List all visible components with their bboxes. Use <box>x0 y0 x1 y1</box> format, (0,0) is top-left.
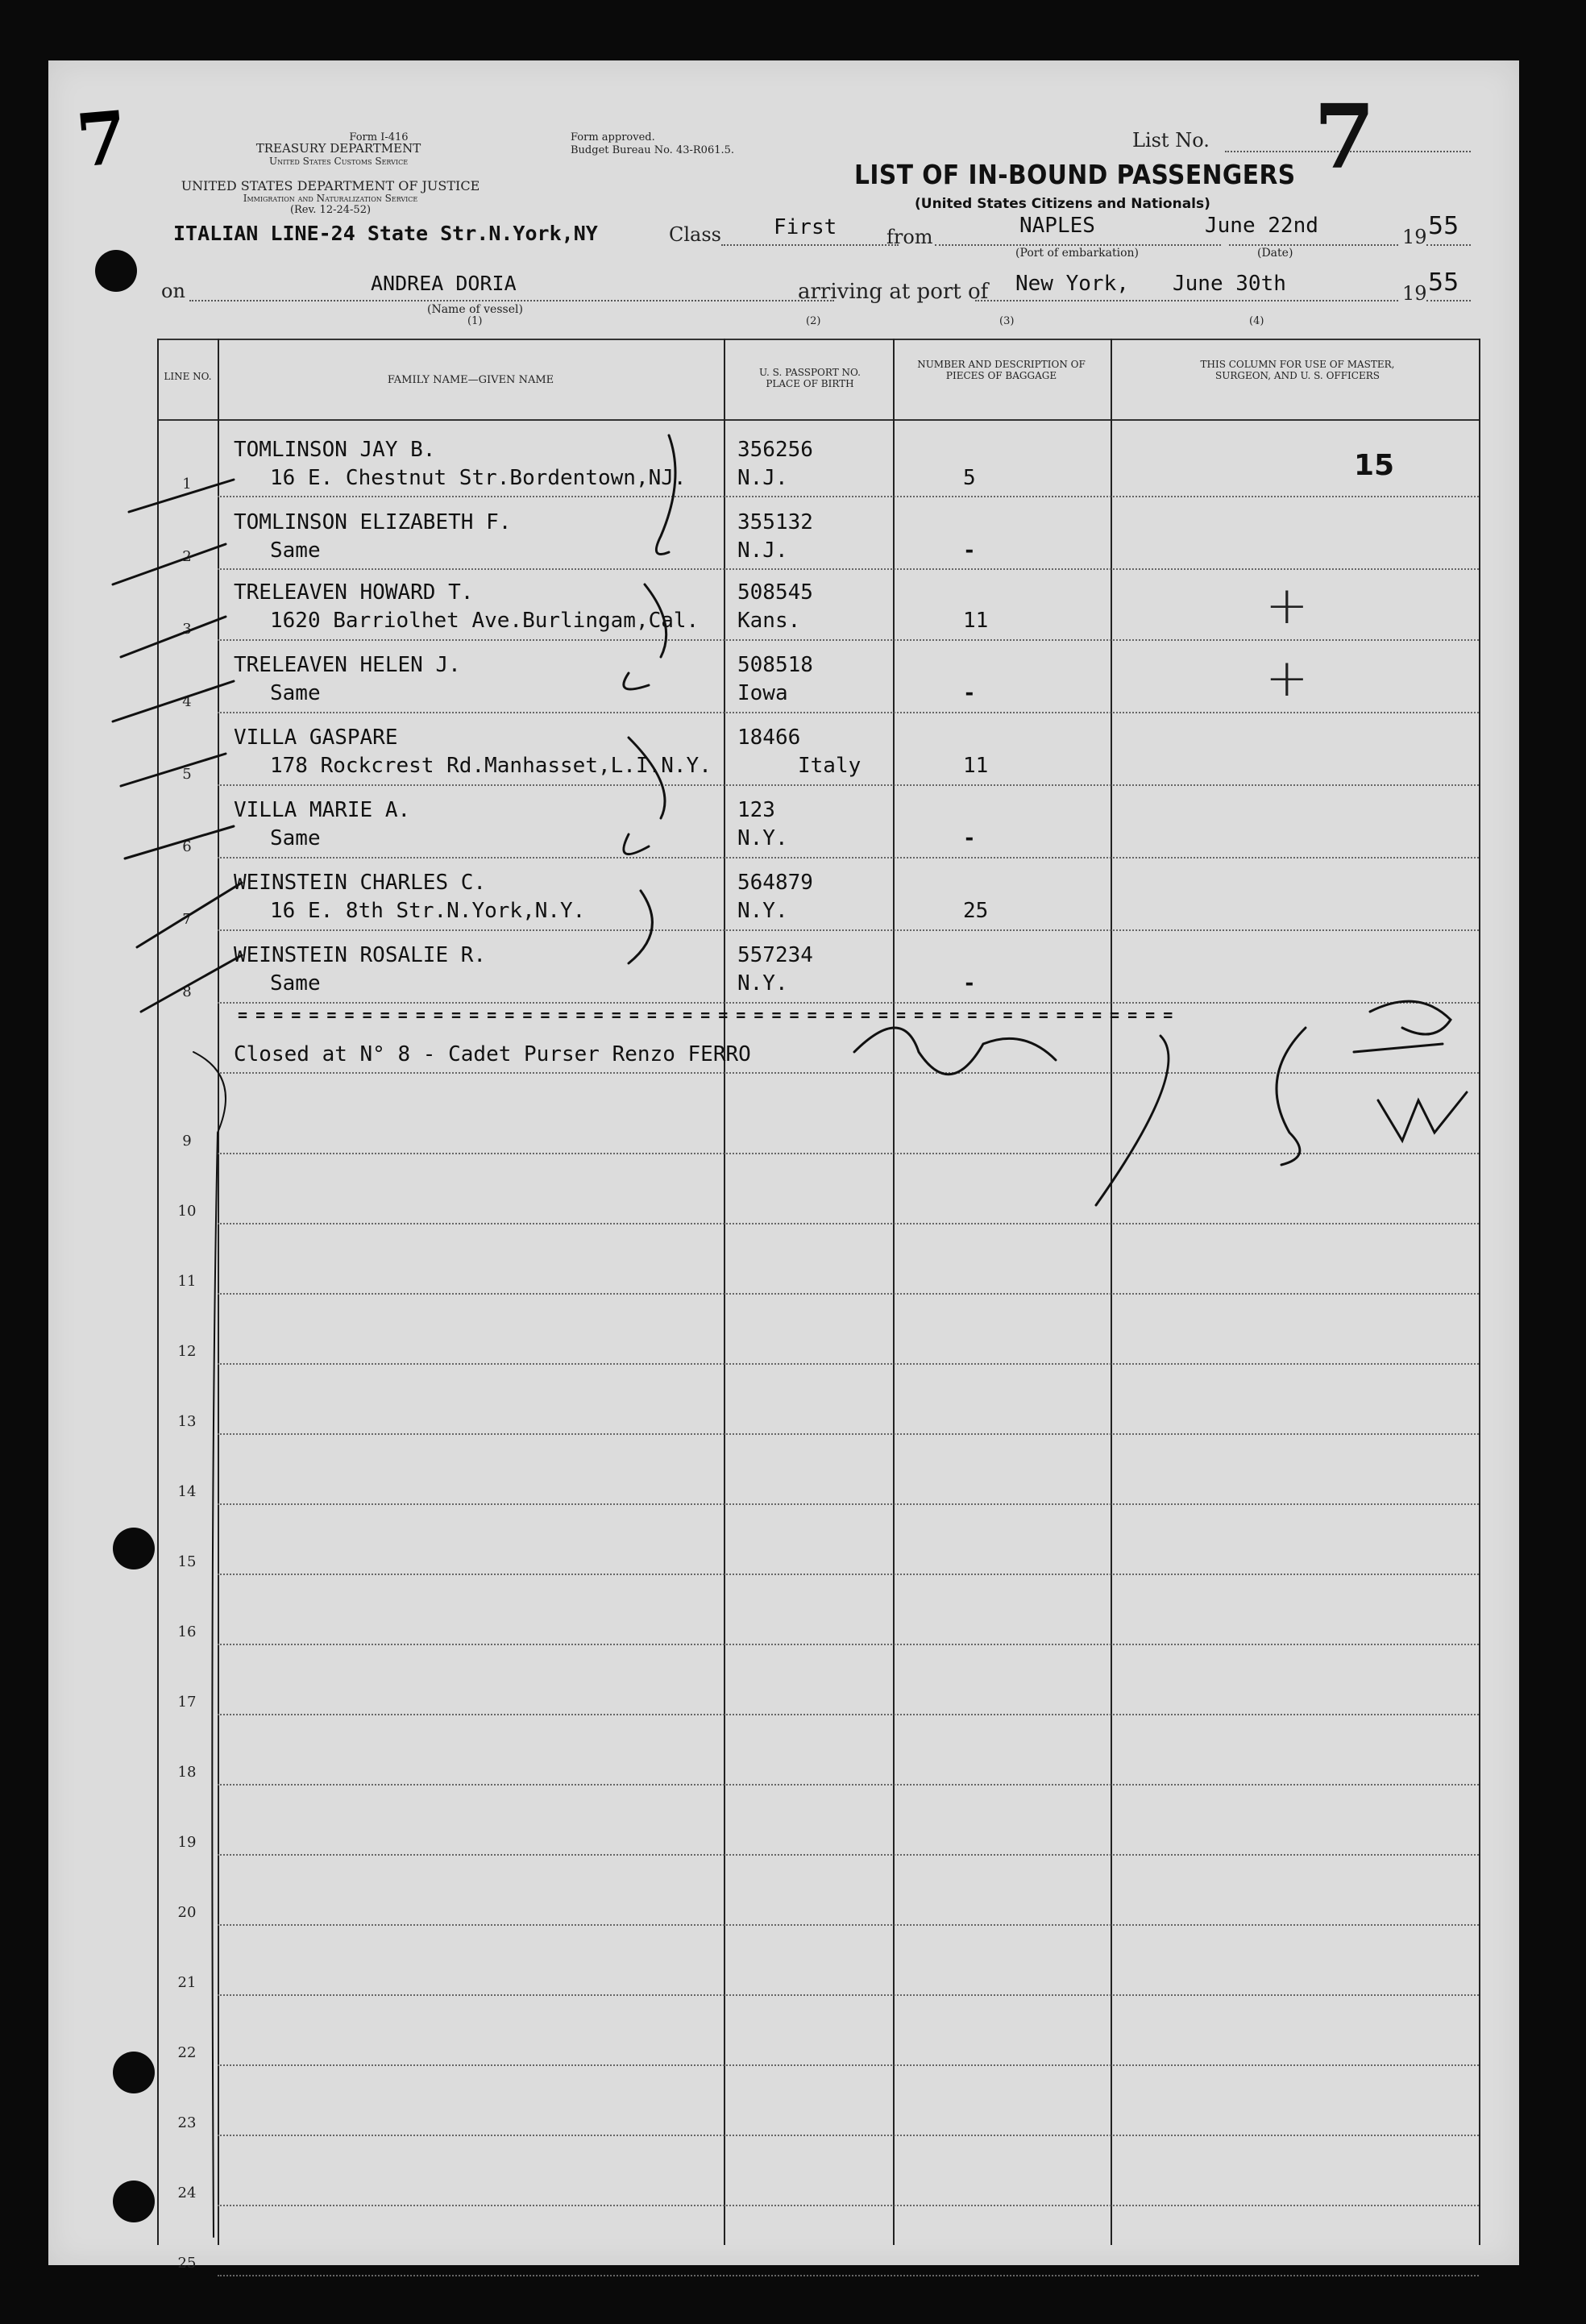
revision: (Rev. 12-24-52) <box>289 204 372 216</box>
baggage-count: - <box>963 826 976 850</box>
line-number: 23 <box>177 2114 197 2131</box>
line-number: 5 <box>182 766 192 783</box>
officer-mark: + <box>1265 649 1309 709</box>
port-caption: (Port of embarkation) <box>1015 247 1139 260</box>
officer-mark: 15 <box>1354 449 1395 482</box>
line-number: 20 <box>177 1904 197 1921</box>
line-number: 7 <box>182 911 192 928</box>
col-header-baggage: NUMBER AND DESCRIPTION OF PIECES OF BAGGAGE <box>917 359 1086 381</box>
passenger-name: TRELEAVEN HOWARD T. <box>234 580 474 605</box>
arrival-date: June 30th <box>1173 272 1286 296</box>
officer-mark: + <box>1265 576 1309 636</box>
line-number: 3 <box>182 621 192 638</box>
passenger-name: TOMLINSON ELIZABETH F. <box>234 510 512 534</box>
line-number: 9 <box>182 1133 192 1150</box>
arrival-port: New York, <box>1015 272 1129 296</box>
passport-no: 508545 <box>737 580 813 605</box>
baggage-count: - <box>963 538 976 563</box>
col-header-name: FAMILY NAME—GIVEN NAME <box>387 374 554 386</box>
passport-no: 356256 <box>737 438 813 462</box>
birth-place: Kans. <box>737 609 801 633</box>
page-title: LIST OF IN-BOUND PASSENGERS <box>854 159 1296 190</box>
page-subtitle: (United States Citizens and Nationals) <box>915 196 1210 212</box>
line-number: 12 <box>177 1343 197 1360</box>
justice-dept: UNITED STATES DEPARTMENT OF JUSTICE <box>181 178 480 193</box>
passport-no: 123 <box>737 798 775 822</box>
on-label: on <box>161 280 185 302</box>
line-number: 4 <box>182 693 192 710</box>
form-approved: Form approved. <box>571 131 655 143</box>
passport-no: 557234 <box>737 943 813 967</box>
departure-year: 55 <box>1428 212 1459 240</box>
passenger-address: 178 Rockcrest Rd.Manhasset,L.I.N.Y. <box>270 754 712 778</box>
corner-number: 7 <box>73 94 131 185</box>
passenger-name: TOMLINSON JAY B. <box>234 438 436 462</box>
passenger-address: Same <box>270 681 321 705</box>
line-number: 21 <box>177 1974 197 1991</box>
caption-1: (1) <box>467 315 483 327</box>
arrival-year-prefix: 19 <box>1402 282 1427 305</box>
ins-service: Immigration and Naturalization Service <box>243 193 418 204</box>
arrival-year: 55 <box>1428 268 1459 297</box>
passport-no: 508518 <box>737 653 813 677</box>
line-number: 15 <box>177 1553 197 1570</box>
birth-place: N.Y. <box>737 971 788 996</box>
baggage-count: 11 <box>963 609 989 633</box>
line-number: 14 <box>177 1483 197 1500</box>
caption-4: (4) <box>1249 315 1264 327</box>
form-sheet <box>48 60 1519 2272</box>
list-no-value: 7 <box>1314 85 1376 189</box>
passenger-name: VILLA GASPARE <box>234 725 398 750</box>
passenger-address: Same <box>270 538 321 563</box>
budget-bureau: Budget Bureau No. 43-R061.5. <box>571 144 735 156</box>
baggage-count: - <box>963 971 976 996</box>
passenger-name: VILLA MARIE A. <box>234 798 411 822</box>
caption-2: (2) <box>806 315 821 327</box>
baggage-count: 25 <box>963 899 989 923</box>
birth-place: N.J. <box>737 538 788 563</box>
line-number: 22 <box>177 2044 197 2061</box>
passport-no: 564879 <box>737 871 813 895</box>
class-value: First <box>774 215 837 239</box>
passenger-address: Same <box>270 826 321 850</box>
treasury-dept: TREASURY DEPARTMENT <box>255 141 421 156</box>
line-number: 10 <box>177 1203 197 1220</box>
passenger-name: WEINSTEIN CHARLES C. <box>234 871 487 895</box>
line-number: 16 <box>177 1623 197 1640</box>
baggage-count: 11 <box>963 754 989 778</box>
arriving-label: arriving at port of <box>798 280 989 304</box>
punch-hole <box>113 2052 155 2093</box>
shipping-company: ITALIAN LINE-24 State Str.N.York,NY <box>173 222 598 245</box>
from-value: NAPLES <box>1019 214 1095 238</box>
birth-place: N.Y. <box>737 899 788 923</box>
passenger-address: Same <box>270 971 321 996</box>
line-number: 19 <box>177 1834 197 1851</box>
line-number: 13 <box>177 1413 197 1430</box>
year-prefix: 19 <box>1402 226 1427 248</box>
line-number: 17 <box>177 1694 197 1711</box>
from-label: from <box>886 226 933 248</box>
birth-place: N.Y. <box>737 826 788 850</box>
line-number: 8 <box>182 983 192 1000</box>
passenger-name: WEINSTEIN ROSALIE R. <box>234 943 487 967</box>
date-caption: (Date) <box>1257 247 1293 260</box>
passenger-address: 16 E. Chestnut Str.Bordentown,NJ. <box>270 466 687 490</box>
birth-place: Italy <box>798 754 862 778</box>
birth-place: N.J. <box>737 466 788 490</box>
col-header-passport: U. S. PASSPORT NO. PLACE OF BIRTH <box>759 367 861 389</box>
punch-hole <box>113 2181 155 2222</box>
class-label: Class <box>669 223 721 246</box>
form-id: Form I-416 <box>349 131 409 143</box>
line-number: 24 <box>177 2185 197 2201</box>
line-number: 6 <box>182 838 192 855</box>
caption-3: (3) <box>999 315 1015 327</box>
baggage-count: - <box>963 681 976 705</box>
passenger-address: 16 E. 8th Str.N.York,N.Y. <box>270 899 586 923</box>
line-number: 11 <box>177 1273 197 1290</box>
closing-note: Closed at N° 8 - Cadet Purser Renzo FERRO <box>234 1042 751 1066</box>
handwriting-marks <box>48 60 1519 2265</box>
line-number: 25 <box>177 2255 197 2272</box>
line-number: 18 <box>177 1764 197 1781</box>
line-number: 1 <box>182 476 192 493</box>
line-number: 2 <box>182 548 192 565</box>
passenger-name: TRELEAVEN HELEN J. <box>234 653 461 677</box>
baggage-count: 5 <box>963 466 976 490</box>
passport-no: 355132 <box>737 510 813 534</box>
row-divider <box>218 2275 1479 2276</box>
closing-separator: = = = = = = = = = = = = = = = = = = = = = = = = = = = = = = = = = = = = = = = = = = = = = = = = = = = = = <box>238 1005 1173 1025</box>
passport-no: 18466 <box>737 725 801 750</box>
birth-place: Iowa <box>737 681 788 705</box>
punch-hole <box>95 250 137 292</box>
customs-service: United States Customs Service <box>268 156 409 167</box>
punch-hole <box>113 1528 155 1569</box>
passenger-address: 1620 Barriolhet Ave.Burlingam,Cal. <box>270 609 700 633</box>
list-no-label: List No. <box>1132 129 1210 152</box>
col-header-officers: THIS COLUMN FOR USE OF MASTER, SURGEON, AND U. S. OFFICERS <box>1200 359 1395 381</box>
vessel-name: ANDREA DORIA <box>371 272 517 295</box>
vessel-caption: (Name of vessel) <box>427 303 523 316</box>
col-header-line: LINE NO. <box>164 371 212 382</box>
departure-date: June 22nd <box>1205 214 1318 238</box>
